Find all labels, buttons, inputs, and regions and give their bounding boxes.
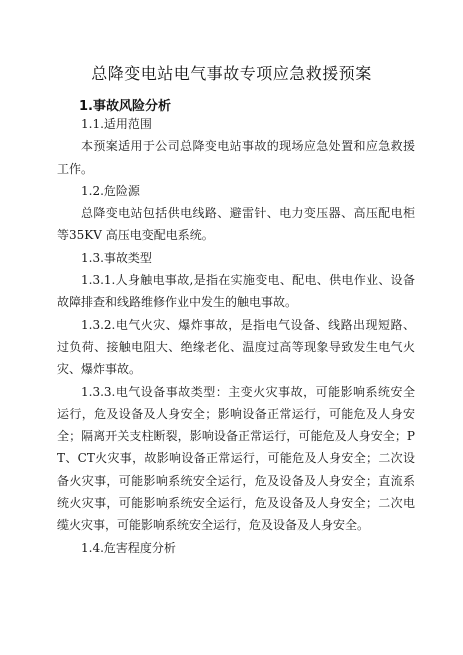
subheading-harm-analysis: 1.4.危害程度分析 bbox=[81, 540, 176, 555]
subheading-hazard-source: 1.2.危险源 bbox=[81, 183, 140, 198]
paragraph-scope: 本预案适用于公司总降变电站事故的现场应急处置和应急救援工作。 bbox=[57, 139, 415, 176]
paragraph-hazard-source: 总降变电站包括供电线路、避雷针、电力变压器、高压配电柜等35KV 高压电变配电系统。 bbox=[57, 206, 415, 243]
document-title: 总降变电站电气事故专项应急救援预案 bbox=[91, 64, 372, 83]
section-heading: 1.事故风险分析 bbox=[79, 99, 171, 114]
paragraph-fire-explosion: 1.3.2.电气火灾、爆炸事故，是指电气设备、线路出现短路、过负荷、接触电阻大、绝缘老化、温度过高等现象导致发生电气火灾、爆炸事故。 bbox=[57, 317, 415, 377]
subheading-accident-types: 1.3.事故类型 bbox=[81, 250, 152, 265]
paragraph-electric-shock: 1.3.1.人身触电事故,是指在实施变电、配电、供电作业、设备故障排查和线路维修作业中发生的触电事故。 bbox=[57, 273, 415, 310]
document-body bbox=[57, 113, 415, 559]
subheading-scope: 1.1.适用范围 bbox=[81, 117, 152, 131]
paragraph-equipment-accidents: 1.3.3.电气设备事故类型：主变火灾事故，可能影响系统安全运行，危及设备及人身安全；影响设备正常运行，可能危及人身安全；隔离开关支柱断裂，影响设备正常运行，可能危及人身安全；PT、CT火灾事，故影响设备正常运行，可能危及人身安全；二次设备火灾事，可能影响系统安全运行，危及设备及人身安全；直流系统火灾事，可能影响系统安全运行，危及设备及人身安全；二次电缆火灾事，可能影响系统安全运行，危及设备及人身安全。 bbox=[57, 384, 415, 533]
